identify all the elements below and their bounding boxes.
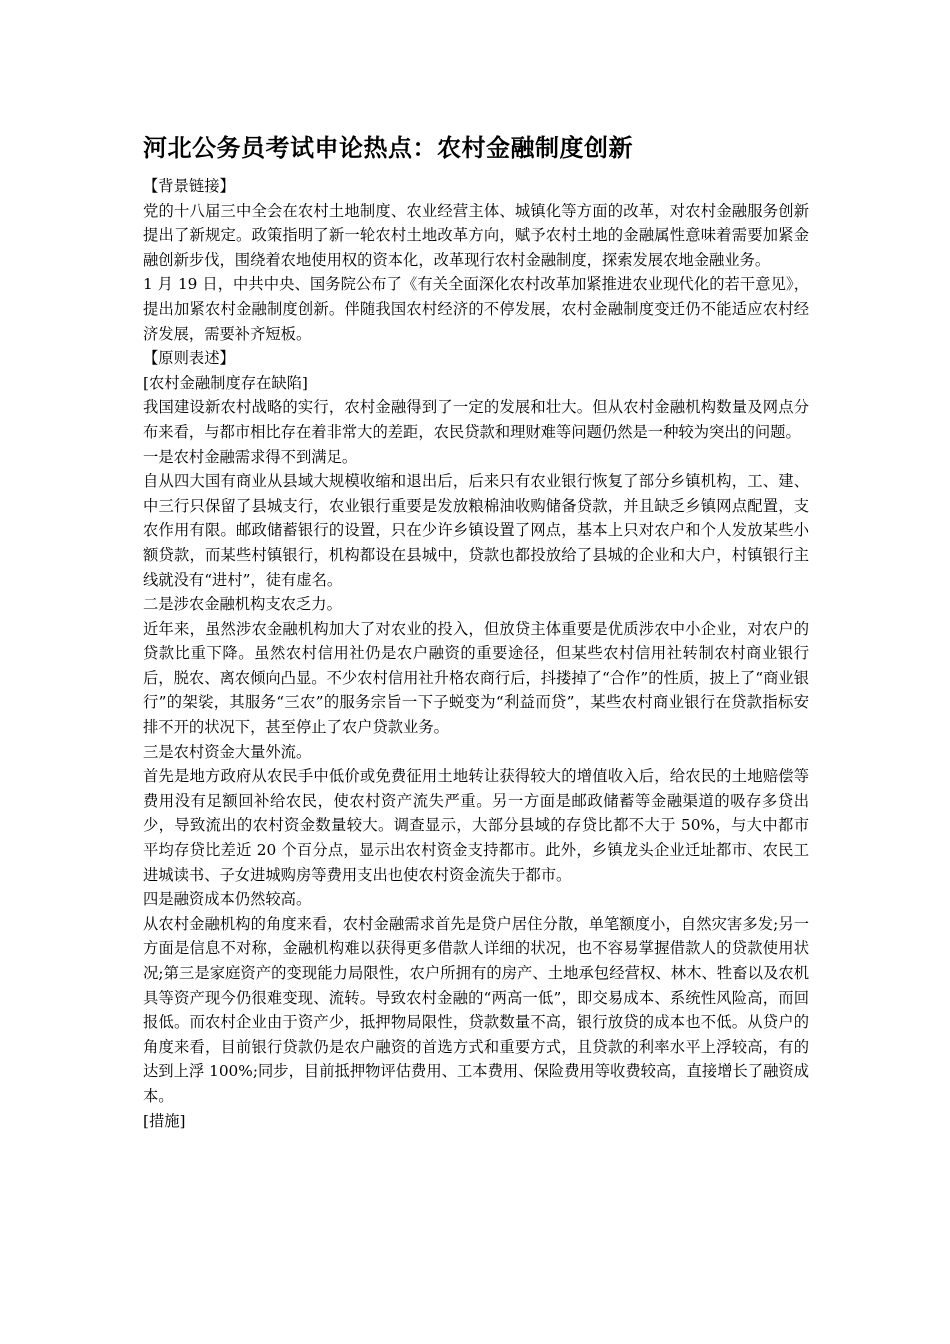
document-page: [143, 128, 809, 1133]
document-title: 河北公务员考试申论热点：农村金融制度创新: [143, 134, 633, 162]
subsection-heading-measures: [措施]: [143, 1111, 186, 1130]
subsection-heading-defects: [农村金融制度存在缺陷]: [143, 373, 308, 392]
paragraph: 1 月 19 日，中共中央、国务院公布了《有关全面深化农村改革加紧推进农业现代化的若干意见》，提出加紧农村金融制度创新。伴随我国农村经济的不停发展，农村金融制度变迁仍不能适应农村经济发展，需要补齐短板。: [143, 275, 809, 343]
document-body: [143, 174, 809, 1133]
paragraph: 近年来，虽然涉农金融机构加大了对农业的投入，但放贷主体重要是优质涉农中小企业，对农户的贷款比重下降。虽然农村信用社仍是农户融资的重要途径，但某些农村信用社转制农村商业银行后，脱农、离农倾向凸显。不少农村信用社升格农商行后，抖搂掉了“合作”的性质，披上了“商业银行”的架裟，其服务“三农”的服务宗旨一下子蜕变为“利益而贷”，某些农村商业银行在贷款指标安排不开的状况下，甚至停止了农户贷款业务。: [143, 619, 809, 737]
paragraph: 党的十八届三中全会在农村土地制度、农业经营主体、城镇化等方面的改革，对农村金融服务创新提出了新规定。政策指明了新一轮农村土地改革方向，赋予农村土地的金融属性意味着需要加紧金融创新步伐，围绕着农地使用权的资本化，改革现行农村金融制度，探索发展农地金融业务。: [143, 201, 809, 269]
paragraph: 我国建设新农村战略的实行，农村金融得到了一定的发展和壮大。但从农村金融机构数量及网点分布来看，与都市相比存在着非常大的差距，农民贷款和理财难等问题仍然是一种较为突出的问题。: [143, 398, 809, 441]
paragraph: 自从四大国有商业从县域大规模收缩和退出后，后来只有农业银行恢复了部分乡镇机构，工、建、中三行只保留了县城支行，农业银行重要是发放粮棉油收购储备贷款，并且缺乏乡镇网点配置，支农作用有限。邮政储蓄银行的设置，只在少许乡镇设置了网点，基本上只对农户和个人发放某些小额贷款，而某些村镇银行，机构都设在县城中，贷款也都投放给了县城的企业和大户，村镇银行主线就没有“进村”，徒有虚名。: [143, 472, 809, 589]
point-heading-2: 二是涉农金融机构支农乏力。: [143, 595, 342, 614]
paragraph: 首先是地方政府从农民手中低价或免费征用土地转让获得较大的增值收入后，给农民的土地赔偿等费用没有足额回补给农民，使农村资产流失严重。另一方面是邮政储蓄等金融渠道的吸存多贷出少，导致流出的农村资金数量较大。调查显示，大部分县域的存贷比都不大于 50%，与大中都市平均存贷比差近 20 个百分点，显示出农村资金支持都市。此外，乡镇龙头企业迁址都市、农民工进城读书、子女进城购房等费用支出也使农村资金流失于都市。: [143, 767, 809, 884]
section-heading-principle: 【原则表述】: [143, 349, 235, 368]
point-heading-3: 三是农村资金大量外流。: [143, 742, 312, 761]
point-heading-1: 一是农村金融需求得不到满足。: [143, 447, 358, 466]
paragraph: 从农村金融机构的角度来看，农村金融需求首先是贷户居住分散，单笔额度小，自然灾害多发;另一方面是信息不对称，金融机构难以获得更多借款人详细的状况，也不容易掌握借款人的贷款使用状况;第三是家庭资产的变现能力局限性，农户所拥有的房产、土地承包经营权、林木、牲畜以及农机具等资产现今仍很难变现、流转。导致农村金融的“两高一低”，即交易成本、系统性风险高，而回报低。而农村企业由于资产少，抵押物局限性，贷款数量不高，银行放贷的成本也不低。从贷户的角度来看，目前银行贷款仍是农户融资的首选方式和重要方式，且贷款的利率水平上浮较高，有的达到上浮 100%;同步，目前抵押物评估费用、工本费用、保险费用等收费较高，直接增长了融资成本。: [143, 914, 809, 1105]
section-heading-background: 【背景链接】: [143, 177, 235, 195]
point-heading-4: 四是融资成本仍然较高。: [143, 890, 312, 909]
